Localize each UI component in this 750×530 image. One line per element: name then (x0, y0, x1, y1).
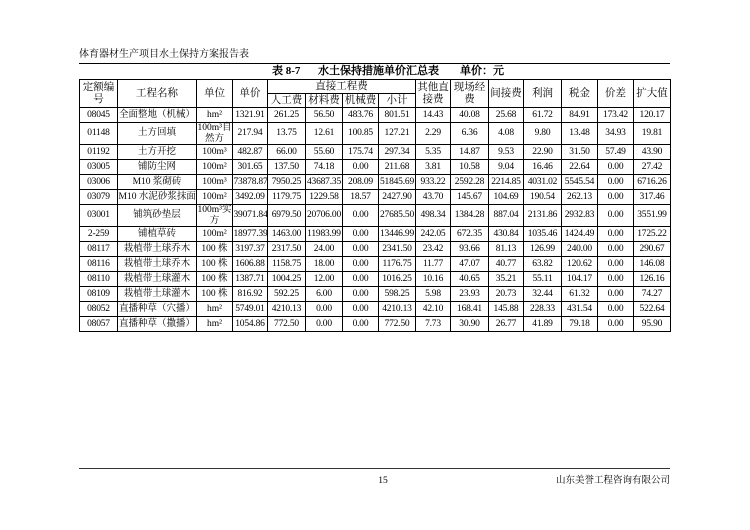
cell-machinery: 0.00 (343, 302, 379, 317)
cell-machinery: 0.00 (343, 287, 379, 302)
cell-profit: 228.33 (524, 302, 562, 317)
table-row (80, 257, 671, 272)
cell-unit-price: 39071.84 (233, 205, 268, 227)
cell-tax: 13.48 (562, 123, 598, 145)
header-site: 现场经费 (451, 80, 489, 108)
cell-unit: hm² (197, 108, 233, 123)
cell-labor: 66.00 (268, 145, 306, 160)
cell-expansion: 120.17 (634, 108, 671, 123)
cell-profit: 2131.86 (524, 205, 562, 227)
cell-price-diff: 0.00 (598, 257, 634, 272)
cell-other-direct: 5.98 (416, 287, 451, 302)
cell-other-direct: 242.05 (416, 227, 451, 242)
cell-price-diff: 0.00 (598, 317, 634, 332)
cell-expansion: 126.16 (634, 272, 671, 287)
cell-indirect: 20.73 (489, 287, 524, 302)
cell-name: 直播种草（撒播） (118, 317, 197, 332)
cell-indirect: 430.84 (489, 227, 524, 242)
cell-expansion: 74.27 (634, 287, 671, 302)
cell-indirect: 9.04 (489, 160, 524, 175)
cell-subtotal: 772.50 (379, 317, 416, 332)
cell-other-direct: 2.29 (416, 123, 451, 145)
cell-indirect: 25.68 (489, 108, 524, 123)
cell-material: 6.00 (306, 287, 343, 302)
cell-indirect: 145.88 (489, 302, 524, 317)
header-price-diff: 价差 (598, 80, 634, 108)
cell-material: 18.00 (306, 257, 343, 272)
cell-site: 2592.28 (451, 175, 489, 190)
cell-subtotal: 598.25 (379, 287, 416, 302)
cell-name: 栽植带土球乔木 (118, 257, 197, 272)
footer-company: 山东美誉工程咨询有限公司 (555, 476, 670, 486)
cell-subtotal: 1176.75 (379, 257, 416, 272)
cell-expansion: 146.08 (634, 257, 671, 272)
cell-code: 03001 (80, 205, 118, 227)
cell-unit: 100m³ (197, 145, 233, 160)
cell-subtotal: 4210.13 (379, 302, 416, 317)
cell-other-direct: 5.35 (416, 145, 451, 160)
cell-tax: 31.50 (562, 145, 598, 160)
table-row (80, 317, 671, 332)
cell-code: 08116 (80, 257, 118, 272)
cell-unit: 100m² (197, 190, 233, 205)
cell-other-direct: 23.42 (416, 242, 451, 257)
table-row (80, 302, 671, 317)
table-row (80, 205, 671, 227)
cell-labor: 1179.75 (268, 190, 306, 205)
header-code: 定额编号 (80, 80, 118, 108)
cell-profit: 22.90 (524, 145, 562, 160)
cell-indirect: 104.69 (489, 190, 524, 205)
cell-indirect: 26.77 (489, 317, 524, 332)
header-labor: 人工费 (268, 94, 306, 108)
header-indirect: 间接费 (489, 80, 524, 108)
cell-machinery: 0.00 (343, 160, 379, 175)
cell-price-diff: 0.00 (598, 227, 634, 242)
table-row (80, 190, 671, 205)
table-row (80, 272, 671, 287)
header-expansion: 扩大值 (634, 80, 671, 108)
cell-profit: 4031.02 (524, 175, 562, 190)
header-tax: 税金 (562, 80, 598, 108)
cell-site: 23.93 (451, 287, 489, 302)
cell-profit: 55.11 (524, 272, 562, 287)
cell-price-diff: 0.00 (598, 160, 634, 175)
cell-expansion: 290.67 (634, 242, 671, 257)
cell-machinery: 0.00 (343, 272, 379, 287)
table-row (80, 145, 671, 160)
cell-tax: 431.54 (562, 302, 598, 317)
cell-tax: 22.64 (562, 160, 598, 175)
cell-unit: 100 株 (197, 287, 233, 302)
table-row (80, 123, 671, 145)
cell-unit: hm² (197, 317, 233, 332)
cell-profit: 16.46 (524, 160, 562, 175)
cell-code: 08117 (80, 242, 118, 257)
cell-unit-price: 1606.88 (233, 257, 268, 272)
cell-unit-price: 816.92 (233, 287, 268, 302)
cell-unit-price: 73878.87 (233, 175, 268, 190)
cell-expansion: 27.42 (634, 160, 671, 175)
cell-indirect: 2214.85 (489, 175, 524, 190)
cell-other-direct: 3.81 (416, 160, 451, 175)
cell-indirect: 35.21 (489, 272, 524, 287)
cell-tax: 240.00 (562, 242, 598, 257)
cell-subtotal: 13446.99 (379, 227, 416, 242)
cell-unit-price: 3197.37 (233, 242, 268, 257)
cell-material: 20706.00 (306, 205, 343, 227)
cell-expansion: 19.81 (634, 123, 671, 145)
cell-material: 11983.99 (306, 227, 343, 242)
cell-profit: 41.89 (524, 317, 562, 332)
cell-machinery: 100.85 (343, 123, 379, 145)
cell-unit-price: 1054.86 (233, 317, 268, 332)
header-rule (79, 63, 670, 64)
cell-unit: hm² (197, 302, 233, 317)
cell-labor: 1158.75 (268, 257, 306, 272)
cell-subtotal: 2341.50 (379, 242, 416, 257)
header-name: 工程名称 (118, 80, 197, 108)
cell-labor: 7950.25 (268, 175, 306, 190)
header-unit-price: 单价 (233, 80, 268, 108)
cell-name: 栽植带土球乔木 (118, 242, 197, 257)
cell-name: 土方回填 (118, 123, 197, 145)
cell-code: 08110 (80, 272, 118, 287)
cell-site: 1384.28 (451, 205, 489, 227)
table-row (80, 108, 671, 123)
cell-profit: 9.80 (524, 123, 562, 145)
cell-unit: 100 株 (197, 272, 233, 287)
cell-unit-price: 482.87 (233, 145, 268, 160)
cell-name: 全面整地（机械） (118, 108, 197, 123)
cell-subtotal: 1016.25 (379, 272, 416, 287)
table-number: 表 8-7 (272, 65, 301, 77)
cell-subtotal: 211.68 (379, 160, 416, 175)
cell-price-diff: 173.42 (598, 108, 634, 123)
cell-code: 03006 (80, 175, 118, 190)
cell-subtotal: 51845.69 (379, 175, 416, 190)
cell-unit: 100m² (197, 160, 233, 175)
cell-expansion: 522.64 (634, 302, 671, 317)
cell-material: 12.61 (306, 123, 343, 145)
cell-unit-price: 5749.01 (233, 302, 268, 317)
cell-indirect: 9.53 (489, 145, 524, 160)
cell-price-diff: 34.93 (598, 123, 634, 145)
cell-other-direct: 498.34 (416, 205, 451, 227)
cell-indirect: 887.04 (489, 205, 524, 227)
cell-tax: 1424.49 (562, 227, 598, 242)
cell-material: 12.00 (306, 272, 343, 287)
cell-code: 08057 (80, 317, 118, 332)
cell-site: 93.66 (451, 242, 489, 257)
table-row (80, 242, 671, 257)
header-other-direct: 其他直接费 (416, 80, 451, 108)
cell-name: 栽植带土球灌木 (118, 272, 197, 287)
cell-code: 03005 (80, 160, 118, 175)
table-header (80, 80, 671, 108)
cell-expansion: 3551.99 (634, 205, 671, 227)
cell-tax: 84.91 (562, 108, 598, 123)
cell-material: 0.00 (306, 302, 343, 317)
cell-other-direct: 7.73 (416, 317, 451, 332)
cell-site: 14.87 (451, 145, 489, 160)
cell-machinery: 0.00 (343, 227, 379, 242)
cell-unit-price: 217.94 (233, 123, 268, 145)
cell-labor: 261.25 (268, 108, 306, 123)
cell-machinery: 0.00 (343, 317, 379, 332)
cell-material: 0.00 (306, 317, 343, 332)
cell-material: 74.18 (306, 160, 343, 175)
cell-site: 40.08 (451, 108, 489, 123)
cell-subtotal: 2427.90 (379, 190, 416, 205)
cell-labor: 1463.00 (268, 227, 306, 242)
table-row (80, 175, 671, 190)
cell-site: 6.36 (451, 123, 489, 145)
cell-code: 03079 (80, 190, 118, 205)
header-machinery: 机械费 (343, 94, 379, 108)
cell-profit: 126.99 (524, 242, 562, 257)
table-title: 水土保持措施单价汇总表 (318, 65, 439, 77)
cell-unit-price: 301.65 (233, 160, 268, 175)
cell-labor: 137.50 (268, 160, 306, 175)
cell-unit: 100m³自然方 (197, 123, 232, 144)
cell-other-direct: 11.77 (416, 257, 451, 272)
table-caption (272, 65, 504, 78)
table-row (80, 287, 671, 302)
cell-code: 2-259 (80, 227, 118, 242)
cell-other-direct: 42.10 (416, 302, 451, 317)
cell-other-direct: 14.43 (416, 108, 451, 123)
cost-summary-table (79, 79, 671, 332)
cell-machinery: 0.00 (343, 205, 379, 227)
cell-name: 土方开挖 (118, 145, 197, 160)
cell-profit: 61.72 (524, 108, 562, 123)
cell-other-direct: 933.22 (416, 175, 451, 190)
cell-machinery: 483.76 (343, 108, 379, 123)
cell-code: 01192 (80, 145, 118, 160)
cell-name: M10 水泥砂浆抹面 (118, 190, 197, 205)
cell-tax: 120.62 (562, 257, 598, 272)
cell-price-diff: 0.00 (598, 242, 634, 257)
cell-labor: 772.50 (268, 317, 306, 332)
cell-machinery: 175.74 (343, 145, 379, 160)
table-row (80, 227, 671, 242)
cell-indirect: 81.13 (489, 242, 524, 257)
cell-machinery: 18.57 (343, 190, 379, 205)
cell-subtotal: 27685.50 (379, 205, 416, 227)
cell-tax: 79.18 (562, 317, 598, 332)
cell-labor: 592.25 (268, 287, 306, 302)
cell-price-diff: 0.00 (598, 205, 634, 227)
cell-unit-price: 1387.71 (233, 272, 268, 287)
cell-tax: 104.17 (562, 272, 598, 287)
cell-material: 43687.35 (306, 175, 343, 190)
cell-indirect: 4.08 (489, 123, 524, 145)
cell-expansion: 43.90 (634, 145, 671, 160)
footer-rule (79, 468, 670, 469)
cell-site: 10.58 (451, 160, 489, 175)
header-row (80, 80, 671, 94)
cell-subtotal: 127.21 (379, 123, 416, 145)
cell-tax: 61.32 (562, 287, 598, 302)
cell-indirect: 40.77 (489, 257, 524, 272)
cell-name: 铺筑砂垫层 (118, 205, 197, 227)
cell-price-diff: 0.00 (598, 175, 634, 190)
header-material: 材料费 (306, 94, 343, 108)
table-unit-note: 单价：元 (460, 65, 504, 77)
cell-labor: 1004.25 (268, 272, 306, 287)
cell-tax: 262.13 (562, 190, 598, 205)
cell-site: 672.35 (451, 227, 489, 242)
cell-site: 47.07 (451, 257, 489, 272)
cell-machinery: 0.00 (343, 257, 379, 272)
cell-expansion: 6716.26 (634, 175, 671, 190)
header-direct-cost: 直接工程费 (268, 80, 416, 94)
cell-profit: 1035.46 (524, 227, 562, 242)
cell-unit-price: 3492.09 (233, 190, 268, 205)
cell-unit-price: 1321.91 (233, 108, 268, 123)
cell-unit: 100 株 (197, 242, 233, 257)
cell-unit: 100m³实方 (197, 205, 232, 226)
header-unit: 单位 (197, 80, 233, 108)
cell-subtotal: 801.51 (379, 108, 416, 123)
header-subtotal: 小计 (379, 94, 416, 108)
cell-subtotal: 297.34 (379, 145, 416, 160)
running-header: 体育器材生产项目水土保持方案报告表 (79, 49, 249, 60)
cell-code: 08052 (80, 302, 118, 317)
table-body (80, 108, 671, 332)
cell-labor: 2317.50 (268, 242, 306, 257)
cell-price-diff: 0.00 (598, 302, 634, 317)
cell-material: 24.00 (306, 242, 343, 257)
cell-price-diff: 0.00 (598, 190, 634, 205)
cell-profit: 63.82 (524, 257, 562, 272)
cell-price-diff: 0.00 (598, 287, 634, 302)
cell-machinery: 0.00 (343, 242, 379, 257)
cell-unit: 100m² (197, 227, 233, 242)
cell-name: 铺植草砖 (118, 227, 197, 242)
cell-code: 08109 (80, 287, 118, 302)
table-row (80, 160, 671, 175)
cell-tax: 5545.54 (562, 175, 598, 190)
cell-price-diff: 0.00 (598, 272, 634, 287)
cell-profit: 32.44 (524, 287, 562, 302)
cell-material: 56.50 (306, 108, 343, 123)
cell-unit: 100m³ (197, 175, 233, 190)
cell-expansion: 1725.22 (634, 227, 671, 242)
cell-site: 40.65 (451, 272, 489, 287)
cell-code: 01148 (80, 123, 118, 145)
cell-labor: 4210.13 (268, 302, 306, 317)
header-profit: 利润 (524, 80, 562, 108)
cell-code: 08045 (80, 108, 118, 123)
cell-unit-price: 18977.39 (233, 227, 268, 242)
cell-labor: 6979.50 (268, 205, 306, 227)
cell-tax: 2932.83 (562, 205, 598, 227)
cell-unit: 100 株 (197, 257, 233, 272)
cell-material: 55.60 (306, 145, 343, 160)
page-number: 15 (378, 476, 388, 486)
cell-price-diff: 57.49 (598, 145, 634, 160)
cell-name: 铺防尘网 (118, 160, 197, 175)
cell-name: M10 浆砌砖 (118, 175, 197, 190)
cell-profit: 190.54 (524, 190, 562, 205)
cell-expansion: 317.46 (634, 190, 671, 205)
cell-machinery: 208.09 (343, 175, 379, 190)
cell-name: 栽植带土球灌木 (118, 287, 197, 302)
cell-expansion: 95.90 (634, 317, 671, 332)
cell-other-direct: 43.70 (416, 190, 451, 205)
cell-site: 30.90 (451, 317, 489, 332)
cell-other-direct: 10.16 (416, 272, 451, 287)
cell-name: 直播种草（穴播） (118, 302, 197, 317)
cell-site: 168.41 (451, 302, 489, 317)
cell-material: 1229.58 (306, 190, 343, 205)
cell-labor: 13.75 (268, 123, 306, 145)
cell-site: 145.67 (451, 190, 489, 205)
